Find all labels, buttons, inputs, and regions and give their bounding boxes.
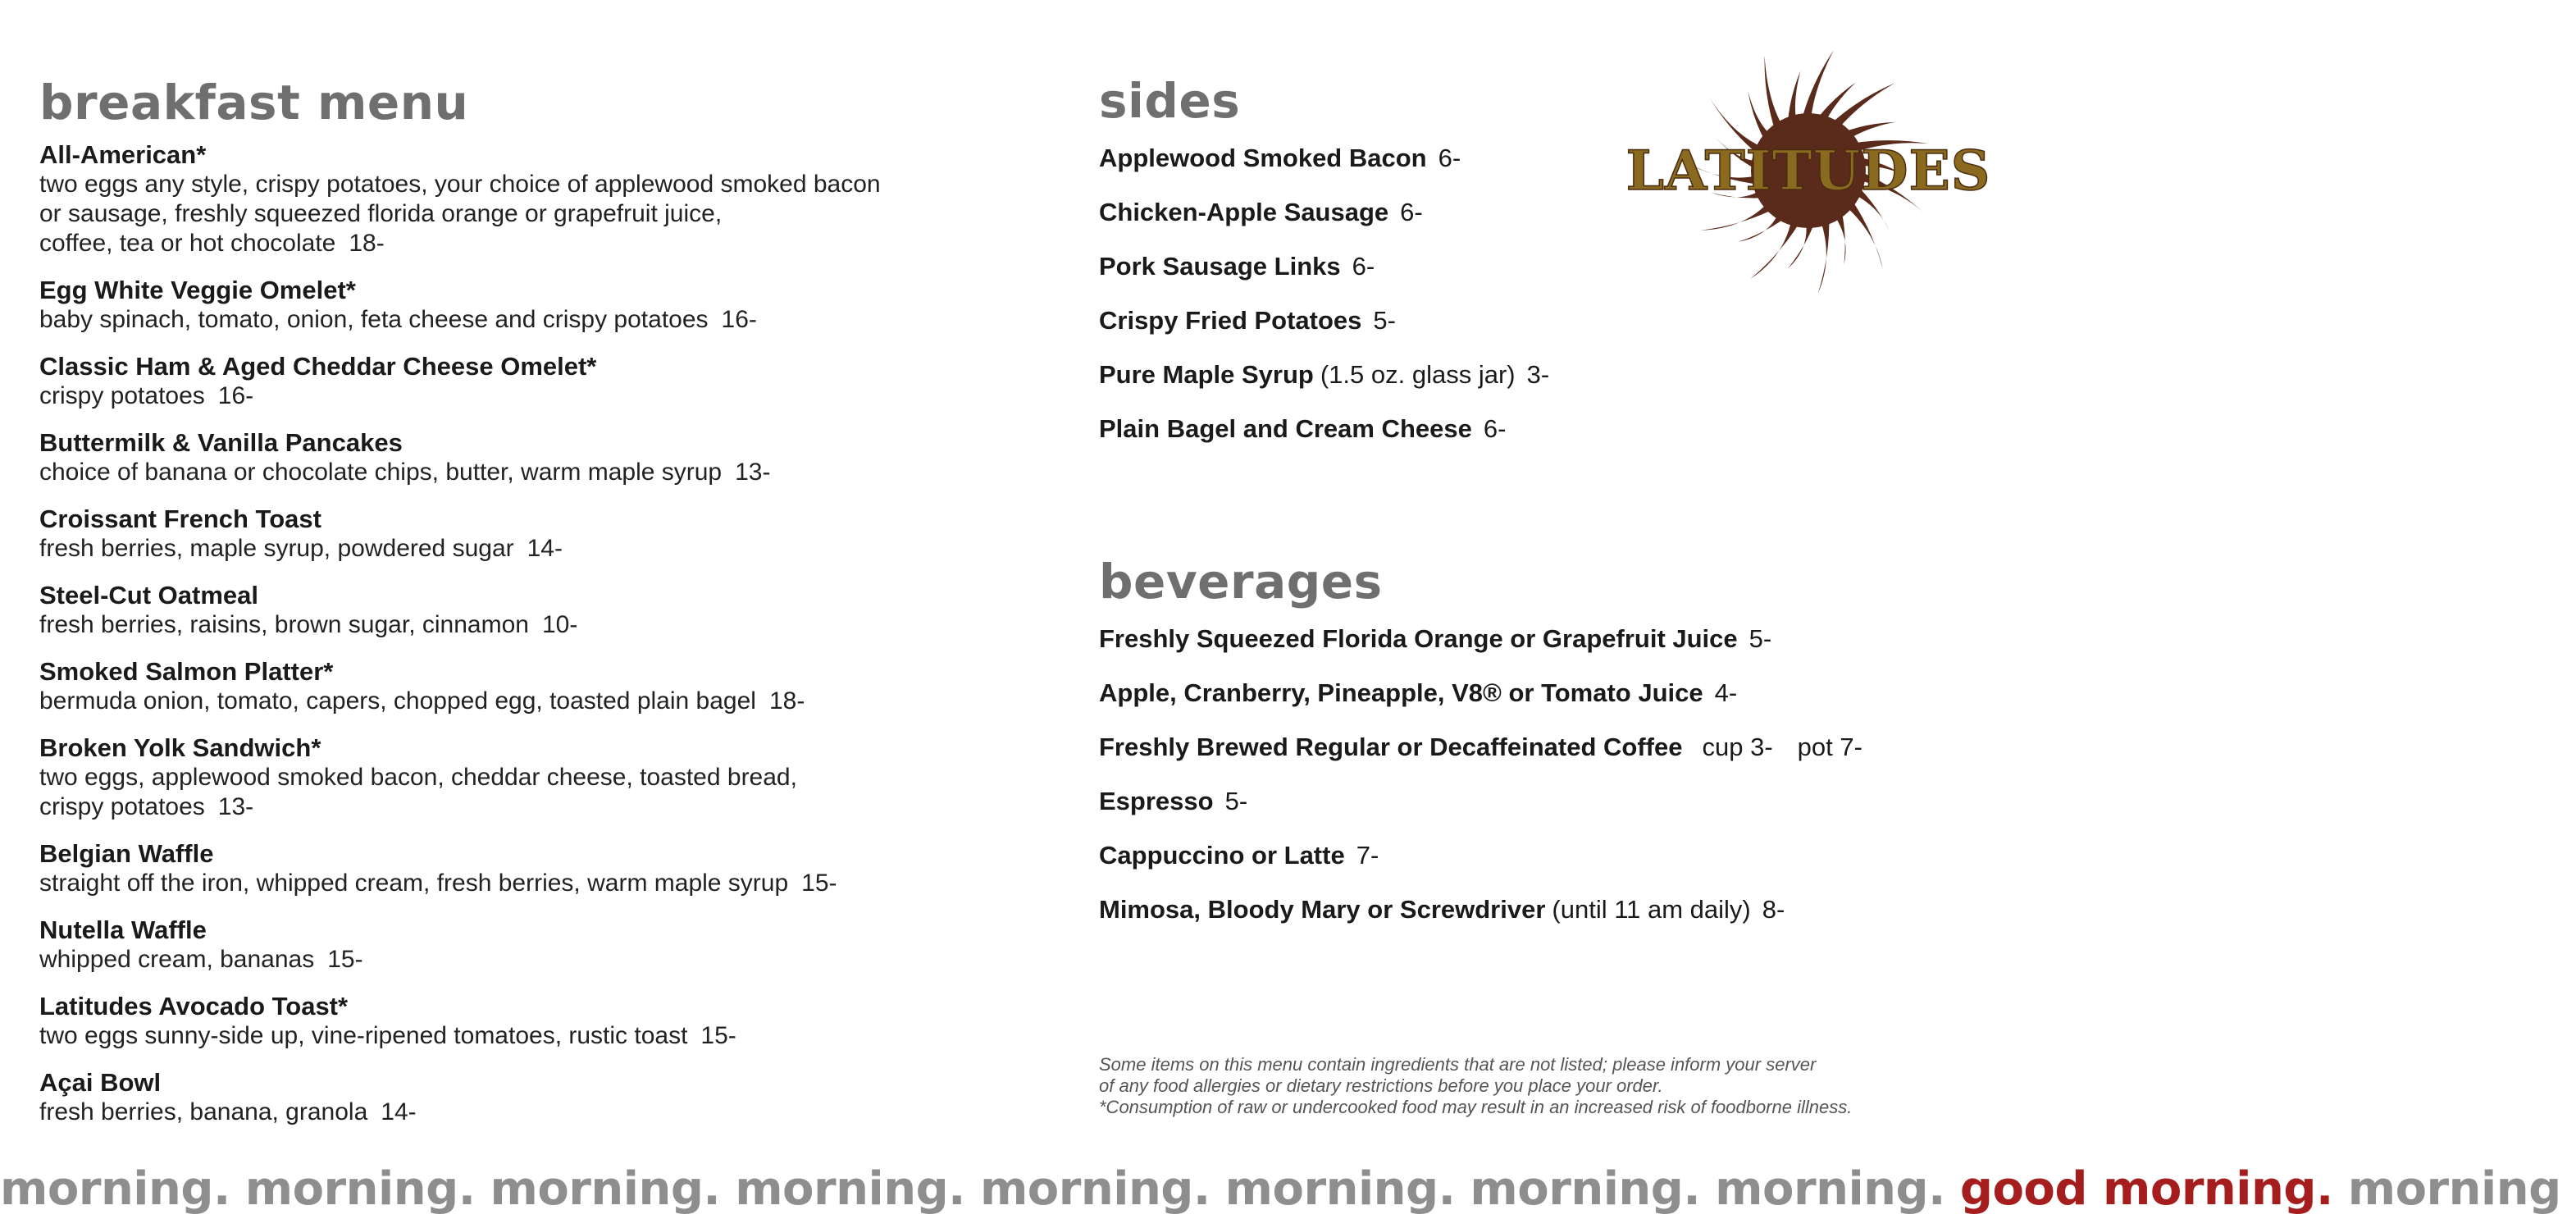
menu-item-description: two eggs any style, crispy potatoes, your choice of applewood smoked bacon or sausage, freshly squeezed florida orange or grapefruit juice, coffee, tea or hot chocolate xyxy=(39,171,881,257)
beverage-item-name: Freshly Squeezed Florida Orange or Grapefruit Juice xyxy=(1099,624,1738,653)
side-item xyxy=(1099,305,1919,336)
beverage-item xyxy=(1099,678,1919,708)
beverage-item-name: Freshly Brewed Regular or Decaffeinated Coffee xyxy=(1099,733,1683,761)
menu-item-description: two eggs, applewood smoked bacon, cheddar cheese, toasted bread, crispy potatoes xyxy=(39,764,797,820)
menu-item-price: 13- xyxy=(735,459,771,486)
beverage-item xyxy=(1099,840,1919,870)
latitudes-logo xyxy=(1625,39,1991,294)
beverage-item-price: 4- xyxy=(1714,678,1738,707)
tagline-word: morning. xyxy=(735,1162,965,1216)
side-item-price: 6- xyxy=(1400,198,1423,226)
side-item-name: Pure Maple Syrup xyxy=(1099,360,1314,389)
menu-item-description: choice of banana or chocolate chips, butter, warm maple syrup xyxy=(39,459,723,486)
side-item-note: (1.5 oz. glass jar) xyxy=(1320,360,1516,389)
tagline-word: morning. xyxy=(1224,1162,1456,1216)
sun-ray xyxy=(1830,83,1894,129)
menu-item-name: Buttermilk & Vanilla Pancakes xyxy=(39,428,403,457)
tagline-word: morning. xyxy=(979,1162,1210,1216)
menu-item xyxy=(39,139,1007,258)
menu-item-name: Classic Ham & Aged Cheddar Cheese Omelet* xyxy=(39,352,597,381)
beverage-item-note: (until 11 am daily) xyxy=(1552,895,1751,924)
menu-item-desc xyxy=(39,1021,1007,1051)
menu-item-name: Egg White Veggie Omelet* xyxy=(39,276,356,304)
menu-item-desc xyxy=(39,610,1007,640)
sides-title: sides xyxy=(1099,73,1241,129)
tagline-word: morning xyxy=(2347,1162,2561,1216)
disclaimer-line: Some items on this menu contain ingredients that are not listed; please inform your server xyxy=(1099,1054,1817,1075)
menu-item xyxy=(39,915,1007,975)
sun-ray xyxy=(1818,217,1830,294)
menu-item-name: All-American* xyxy=(39,140,207,169)
beverage-item xyxy=(1099,623,1919,654)
tagline-word: morning. xyxy=(1715,1162,1945,1216)
menu-item-desc xyxy=(39,1098,1007,1127)
menu-item-desc xyxy=(39,945,1007,975)
menu-item xyxy=(39,580,1007,640)
menu-item-price: 14- xyxy=(527,535,563,562)
menu-item xyxy=(39,991,1007,1051)
menu-item-desc xyxy=(39,170,1007,258)
menu-item-name: Steel-Cut Oatmeal xyxy=(39,581,259,610)
tagline-accent-word: good morning. xyxy=(1959,1162,2333,1216)
menu-item-price: 13- xyxy=(217,793,254,820)
side-item-name: Crispy Fried Potatoes xyxy=(1099,306,1362,335)
disclaimer-line: of any food allergies or dietary restrictions before you place your order. xyxy=(1099,1075,1663,1096)
beverages-title: beverages xyxy=(1099,554,1383,610)
breakfast-items xyxy=(39,139,1007,1144)
allergy-disclaimer xyxy=(1099,1054,2001,1118)
menu-item-price: 16- xyxy=(721,306,757,333)
good-morning-tagline xyxy=(0,1162,2561,1216)
menu-item-description: whipped cream, bananas xyxy=(39,946,315,973)
sun-ray xyxy=(1765,56,1783,132)
tagline-word: morning. xyxy=(0,1162,230,1216)
side-item-name: Applewood Smoked Bacon xyxy=(1099,144,1427,172)
beverage-item xyxy=(1099,732,1919,762)
menu-item-name: Latitudes Avocado Toast* xyxy=(39,992,349,1020)
menu-item-description: fresh berries, maple syrup, powdered sugar xyxy=(39,535,514,562)
menu-item xyxy=(39,504,1007,564)
menu-item-description: bermuda onion, tomato, capers, chopped egg, toasted plain bagel xyxy=(39,687,756,715)
menu-item-name: Broken Yolk Sandwich* xyxy=(39,733,321,762)
side-item-price: 3- xyxy=(1526,360,1550,389)
beverage-item-name: Cappuccino or Latte xyxy=(1099,841,1345,870)
beverage-item-price: 5- xyxy=(1748,624,1772,653)
menu-item-desc xyxy=(39,305,1007,335)
menu-item-price: 14- xyxy=(381,1098,417,1125)
menu-item-price: 15- xyxy=(327,946,363,973)
beverage-item xyxy=(1099,894,1919,925)
tagline-word: morning. xyxy=(1470,1162,1701,1216)
side-item xyxy=(1099,359,1919,390)
menu-item-desc xyxy=(39,763,1007,822)
beverages-list xyxy=(1099,623,1919,948)
menu-item-desc xyxy=(39,687,1007,716)
menu-item-name: Croissant French Toast xyxy=(39,504,321,533)
menu-item-description: fresh berries, banana, granola xyxy=(39,1098,368,1125)
menu-item-price: 18- xyxy=(349,230,385,257)
menu-item-description: crispy potatoes xyxy=(39,382,205,409)
sun-logo-icon xyxy=(1625,39,1991,294)
menu-item xyxy=(39,427,1007,487)
disclaimer-line: *Consumption of raw or undercooked food may result in an increased risk of foodborne illness. xyxy=(1099,1097,1853,1117)
side-item-name: Pork Sausage Links xyxy=(1099,252,1341,281)
logo-wordmark: LATITUDES xyxy=(1625,139,1991,203)
side-item-price: 6- xyxy=(1438,144,1461,172)
tagline-word: morning. xyxy=(244,1162,476,1216)
beverage-item-name: Espresso xyxy=(1099,787,1214,815)
beverage-item-price-extra: pot 7- xyxy=(1797,733,1862,761)
sun-ray xyxy=(1750,219,1801,280)
beverage-item-name: Apple, Cranberry, Pineapple, V8® or Tomato Juice xyxy=(1099,678,1703,707)
menu-item-description: two eggs sunny-side up, vine-ripened tomatoes, rustic toast xyxy=(39,1022,688,1049)
beverage-item-price: 5- xyxy=(1224,787,1248,815)
menu-item xyxy=(39,838,1007,898)
side-item-name: Plain Bagel and Cream Cheese xyxy=(1099,414,1472,443)
menu-item-description: straight off the iron, whipped cream, fresh berries, warm maple syrup xyxy=(39,870,789,897)
menu-item xyxy=(39,1067,1007,1127)
side-item-name: Chicken-Apple Sausage xyxy=(1099,198,1389,226)
beverage-item-price: 8- xyxy=(1762,895,1785,924)
menu-item-description: baby spinach, tomato, onion, feta cheese and crispy potatoes xyxy=(39,306,709,333)
side-item-price: 5- xyxy=(1373,306,1396,335)
menu-item-name: Açai Bowl xyxy=(39,1068,162,1097)
beverage-item xyxy=(1099,786,1919,816)
menu-item-desc xyxy=(39,869,1007,898)
menu-item-desc xyxy=(39,458,1007,487)
menu-item xyxy=(39,733,1007,822)
side-item xyxy=(1099,413,1919,444)
beverage-item-price: 7- xyxy=(1356,841,1379,870)
menu-item-price: 15- xyxy=(801,870,837,897)
menu-item xyxy=(39,351,1007,411)
menu-item-description: fresh berries, raisins, brown sugar, cinnamon xyxy=(39,611,529,638)
menu-item-price: 16- xyxy=(217,382,254,409)
menu-item-price: 15- xyxy=(700,1022,736,1049)
menu-item xyxy=(39,275,1007,335)
beverage-item-price: cup 3- xyxy=(1702,733,1773,761)
breakfast-menu-title: breakfast menu xyxy=(39,75,469,130)
menu-item-price: 10- xyxy=(541,611,578,638)
menu-item-name: Nutella Waffle xyxy=(39,915,207,944)
menu-item-price: 18- xyxy=(768,687,805,715)
tagline-word: morning. xyxy=(490,1162,721,1216)
menu-item xyxy=(39,656,1007,716)
menu-item-desc xyxy=(39,534,1007,564)
side-item-price: 6- xyxy=(1352,252,1375,281)
menu-item-desc xyxy=(39,381,1007,411)
beverage-item-name: Mimosa, Bloody Mary or Screwdriver xyxy=(1099,895,1546,924)
menu-item-name: Belgian Waffle xyxy=(39,839,214,868)
side-item-price: 6- xyxy=(1483,414,1507,443)
menu-item-name: Smoked Salmon Platter* xyxy=(39,657,334,686)
